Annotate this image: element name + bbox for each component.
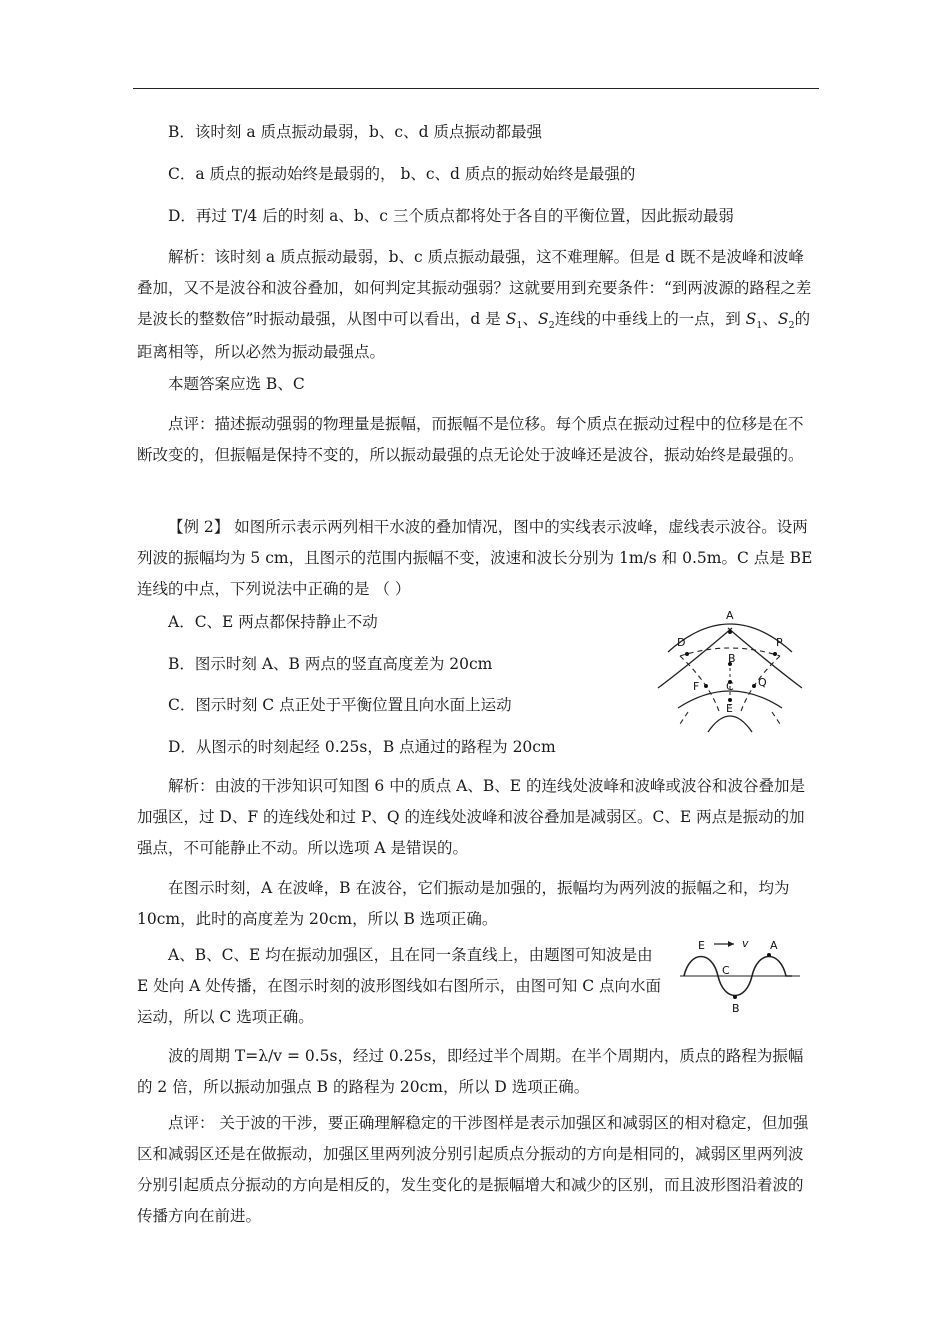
label-a: A	[770, 939, 778, 952]
point-d	[685, 652, 689, 656]
ex2-option-c: C．图示时刻 C 点正处于平衡位置且向水面上运动	[168, 696, 512, 714]
ex2-analysis-1: 解析：由波的干涉知识可知图 6 中的质点 A、B、E 的连线处波峰和波峰或波谷和波谷叠加是加强区，过 D、F 的连线处和过 P、Q 的连线处波峰和波谷叠加是减弱区。C、E 两点是振动的加强点，不可能静止不动。所以选项 A 是错误的。	[137, 777, 805, 857]
ex1-answer: 本题答案应选 B、C	[168, 375, 305, 393]
ex2-analysis-3: A、B、C、E 均在振动加强区，且在同一条直线上，由题图可知波是由 E 处向 A 处传播，在图示时刻的波形图线如右图所示，由图可知 C 点向水面运动，所以 C 选项正确。	[137, 946, 662, 1026]
arrow-icon	[728, 941, 734, 947]
label-e: E	[726, 702, 733, 715]
label-e: E	[698, 939, 705, 952]
ex1-option-c: C．a 质点的振动始终是最弱的， b、c、d 质点的振动始终是最强的	[168, 165, 636, 183]
point-q	[752, 684, 756, 688]
interference-figure	[650, 604, 810, 734]
label-p: P	[776, 636, 783, 649]
point-b	[733, 995, 737, 999]
label-c: C	[722, 964, 730, 977]
ex2-analysis-4: 波的周期 T=λ/v = 0.5s，经过 0.25s，即经过半个周期。在半个周期内，质点的路程为振幅的 2 倍，所以振动加强点 B 的路程为 20cm，所以 D 选项正确。	[137, 1047, 804, 1096]
header-rule	[133, 88, 819, 89]
label-v: v	[742, 937, 749, 950]
label-c: C	[726, 680, 734, 693]
ex2-option-a: A．C、E 两点都保持静止不动	[168, 613, 378, 631]
ex1-option-d: D．再过 T/4 后的时刻 a、b、c 三个质点都将处于各自的平衡位置，因此振动最弱	[168, 207, 734, 225]
point-f	[704, 684, 708, 688]
label-b: B	[732, 1002, 740, 1015]
waveform-figure	[676, 932, 806, 1016]
ex2-comment: 点评： 关于波的干涉，要正确理解稳定的干涉图样是表示加强区和减弱区的相对稳定，但加强区和减弱区还是在做振动，加强区里两列波分别引起质点分振动的方向是相同的，减弱区里两列波分别引起质点分振动的方向是相反的，发生变化的是振幅增大和减少的区别，而且波形图沿着波的传播方向在前进。	[137, 1114, 809, 1225]
ex2-question: 【例 2】 如图所示表示两列相干水波的叠加情况，图中的实线表示波峰，虚线表示波谷。设两列波的振幅均为 5 cm，且图示的范围内振幅不变，波速和波长分别为 1m/s 和 0.5m。C 点是 BE 连线的中点，下列说法中正确的是 （ ）	[137, 518, 813, 598]
label-d: D	[677, 636, 686, 649]
label-q: Q	[758, 676, 767, 689]
ex2-analysis-2: 在图示时刻，A 在波峰，B 在波谷，它们振动是加强的，振幅均为两列波的振幅之和，均为 10cm，此时的高度差为 20cm，所以 B 选项正确。	[137, 879, 790, 928]
point-a	[728, 630, 732, 634]
label-a: A	[726, 609, 734, 622]
ex1-comment: 点评：描述振动强弱的物理量是振幅，而振幅不是位移。每个质点在振动过程中的位移是在不断改变的，但振幅是保持不变的，所以振动最强的点无论处于波峰还是波谷，振动始终是最强的。	[137, 415, 804, 464]
ex2-option-d: D．从图示的时刻起经 0.25s，B 点通过的路程为 20cm	[168, 738, 556, 756]
label-b: B	[728, 652, 736, 665]
ex2-option-b: B．图示时刻 A、B 两点的竖直高度差为 20cm	[168, 655, 493, 673]
point-p	[773, 652, 777, 656]
ex1-option-b: B．该时刻 a 质点振动最弱，b、c、d 质点振动都最强	[168, 123, 542, 141]
ex1-analysis: 解析：该时刻 a 质点振动最弱，b、c 质点振动最强，这不难理解。但是 d 既不是波峰和波峰叠加，又不是波谷和波谷叠加，如何判定其振动强弱？这就要用到充要条件：“到两波源的路程之差是波长的整数倍”时振动最强，从图中可以看出，d 是 $S_1$、$S_2$连线的中垂线上的一点，到 $S_1$、$S_2$的距离相等，所以必然为振动最强点。	[137, 248, 812, 361]
point-a	[767, 953, 771, 957]
label-f: F	[693, 680, 700, 693]
